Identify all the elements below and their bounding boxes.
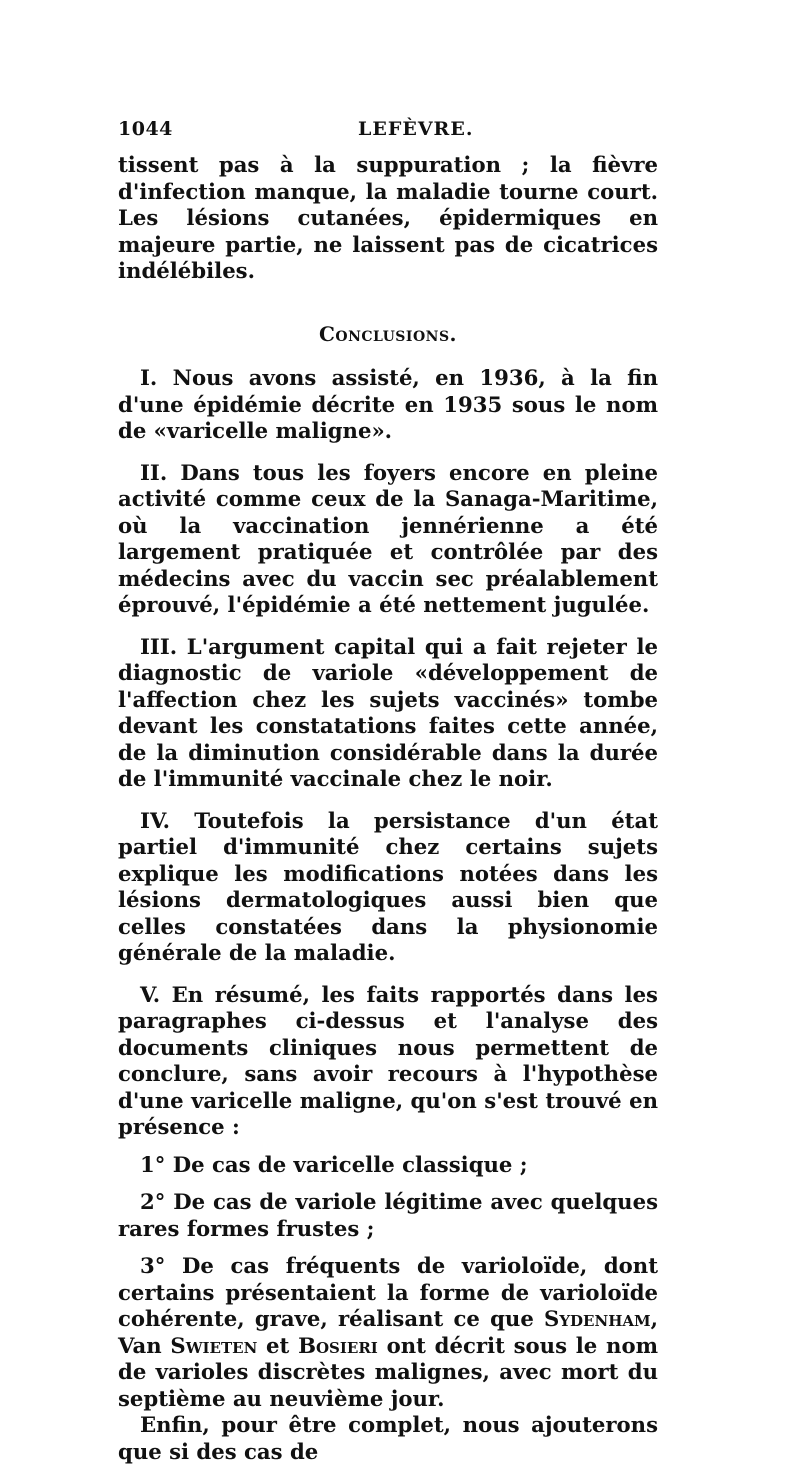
list-item-3-text-b: , Van — [118, 1306, 658, 1358]
page-header — [118, 118, 658, 146]
conclusion-4: IV. Toutefois la persistance d'un état partiel d'immunité chez certains sujets explique les modifications notées dans les lésions dermatologiques aussi bien que celles constatées dans la physionomie générale de la maladie. — [118, 807, 658, 965]
conclusion-1: I. Nous avons assisté, en 1936, à la fin d'une épidémie décrite en 1935 sous le nom de «varicelle maligne». — [118, 365, 658, 443]
author-bosieri: Bosieri — [298, 1332, 378, 1358]
author-swieten: Swieten — [170, 1332, 258, 1358]
conclusion-2: II. Dans tous les foyers encore en pleine activité comme ceux de la Sanaga-Maritime, où la vaccination jennérienne a été largement pratiquée et contrôlée par des médecins avec du vaccin sec préalablement éprouvé, l'épidémie a été nettement jugulée. — [118, 459, 658, 617]
conclusion-5: V. En résumé, les faits rapportés dans les paragraphes ci-dessus et l'analyse des documents cliniques nous permettent de conclure, sans avoir recours à l'hypothèse d'une varicelle maligne, qu'on s'est trouvé en présence : — [118, 981, 658, 1139]
list-item-1: 1° De cas de varicelle classique ; — [140, 1151, 528, 1177]
intro-paragraph: tissent pas à la suppuration ; la fièvre d'infection manque, la maladie tourne court. Les lésions cutanées, épidermiques en majeure partie, ne laissent pas de cicatrices indélébiles. — [118, 152, 658, 283]
author-sydenham: Sydenham — [544, 1306, 651, 1331]
conclusions-heading: Conclusions. — [318, 321, 458, 346]
list-item-3 — [118, 1253, 658, 1412]
page-body — [118, 152, 658, 1465]
running-head: LEFÈVRE. — [358, 118, 474, 140]
conclusion-3: III. L'argument capital qui a fait rejeter le diagnostic de variole «développement de l'affection chez les sujets vaccinés» tombe devant les constatations faites cette année, de la diminution considérable dans la durée de l'immunité vaccinale chez le noir. — [118, 633, 658, 791]
list-item-3-text-c: et — [257, 1332, 299, 1358]
list-item-2: 2° De cas de variole légitime avec quelques rares formes frustes ; — [118, 1189, 658, 1241]
closing-paragraph: Enfin, pour être complet, nous ajouterons que si des cas de — [118, 1412, 658, 1464]
page-number: 1044 — [118, 118, 173, 140]
list-item-3-text-d: ont décrit sous le nom de varioles discrètes malignes, avec mort du septième au neuvième jour. — [118, 1332, 658, 1411]
list-item-3-text-a: 3° De cas fréquents de varioloïde, dont certains présentaient la forme de varioloïde cohérente, grave, réalisant ce que — [118, 1253, 658, 1331]
